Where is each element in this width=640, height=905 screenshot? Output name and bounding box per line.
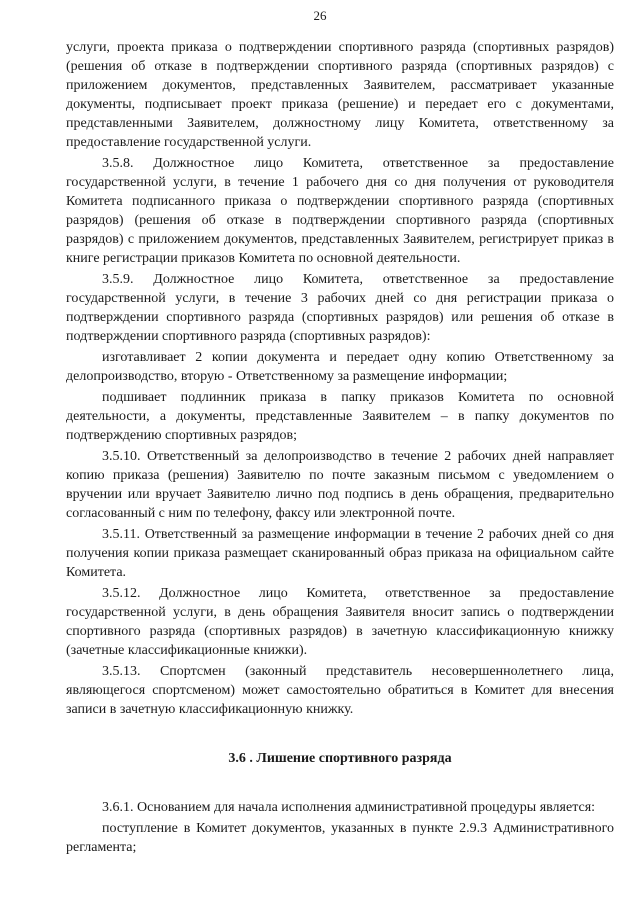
- paragraph-receipt: поступление в Комитет документов, указанных в пункте 2.9.3 Административного регламента;: [66, 821, 614, 855]
- section-heading: 3.6 . Лишение спортивного разряда: [228, 751, 452, 766]
- paragraph-copies: изготавливает 2 копии документа и передает одну копию Ответственному за делопроизводство, вторую - Ответственному за размещение информации;: [66, 350, 614, 384]
- paragraph-3-6-1: 3.6.1. Основанием для начала исполнения административной процедуры является:: [102, 800, 596, 815]
- paragraph-continuation: услуги, проекта приказа о подтверждении спортивного разряда (спортивных разрядов) (решения об отказе в подтверждении спортивного разряда (спортивных разрядов) с приложением документов, представленных Заявителем, рассматривает указанные документы, подписывает проект приказа (решение) и передает его с документами, представленными Заявителем, должностному лицу Комитета, ответственному за предоставление государственной услуги.: [66, 40, 614, 150]
- paragraph-3-5-8: 3.5.8. Должностное лицо Комитета, ответственное за предоставление государственной услуги, в течение 1 рабочего дня со дня получения от руководителя Комитета подписанного приказа о подтверждении спортивного разряда (спортивных разрядов) (решения об отказе в подтверждении спортивного разряда (спортивных разрядов) с приложением документов, представленных Заявителем, регистрирует приказ в книге регистрации приказов Комитета по основной деятельности.: [66, 156, 614, 266]
- page-number: 26: [313, 8, 327, 23]
- document-body: [66, 38, 614, 859]
- paragraph-3-5-9: 3.5.9. Должностное лицо Комитета, ответственное за предоставление государственной услуги, в течение 3 рабочих дней со дня регистрации приказа о подтверждении спортивного разряда (спортивных разрядов) или решения об отказе в подтверждении спортивного разряда (спортивных разрядов):: [66, 272, 614, 344]
- paragraph-3-5-12: 3.5.12. Должностное лицо Комитета, ответственное за предоставление государственной услуги, в день обращения Заявителя вносит запись о подтверждении спортивного разряда (спортивных разрядов) в зачетную классификационную книжку (зачетные классификационные книжки).: [66, 586, 614, 658]
- paragraph-3-5-13: 3.5.13. Спортсмен (законный представитель несовершеннолетнего лица, являющегося спортсменом) может самостоятельно обратиться в Комитет для внесения записи в зачетную классификационную книжку.: [66, 664, 614, 717]
- paragraph-filing: подшивает подлинник приказа в папку приказов Комитета по основной деятельности, а документы, представленные Заявителем – в папку документов по подтверждению спортивных разрядов;: [66, 390, 614, 443]
- paragraph-3-5-10: 3.5.10. Ответственный за делопроизводство в течение 2 рабочих дней направляет копию приказа (решения) Заявителю по почте заказным письмом с уведомлением о вручении или вручает Заявителю лично под подпись в день обращения, предварительно согласованный с ним по телефону, факсу или электронной почте.: [66, 449, 614, 521]
- paragraph-3-5-11: 3.5.11. Ответственный за размещение информации в течение 2 рабочих дней со дня получения копии приказа размещает сканированный образ приказа на официальном сайте Комитета.: [66, 527, 614, 580]
